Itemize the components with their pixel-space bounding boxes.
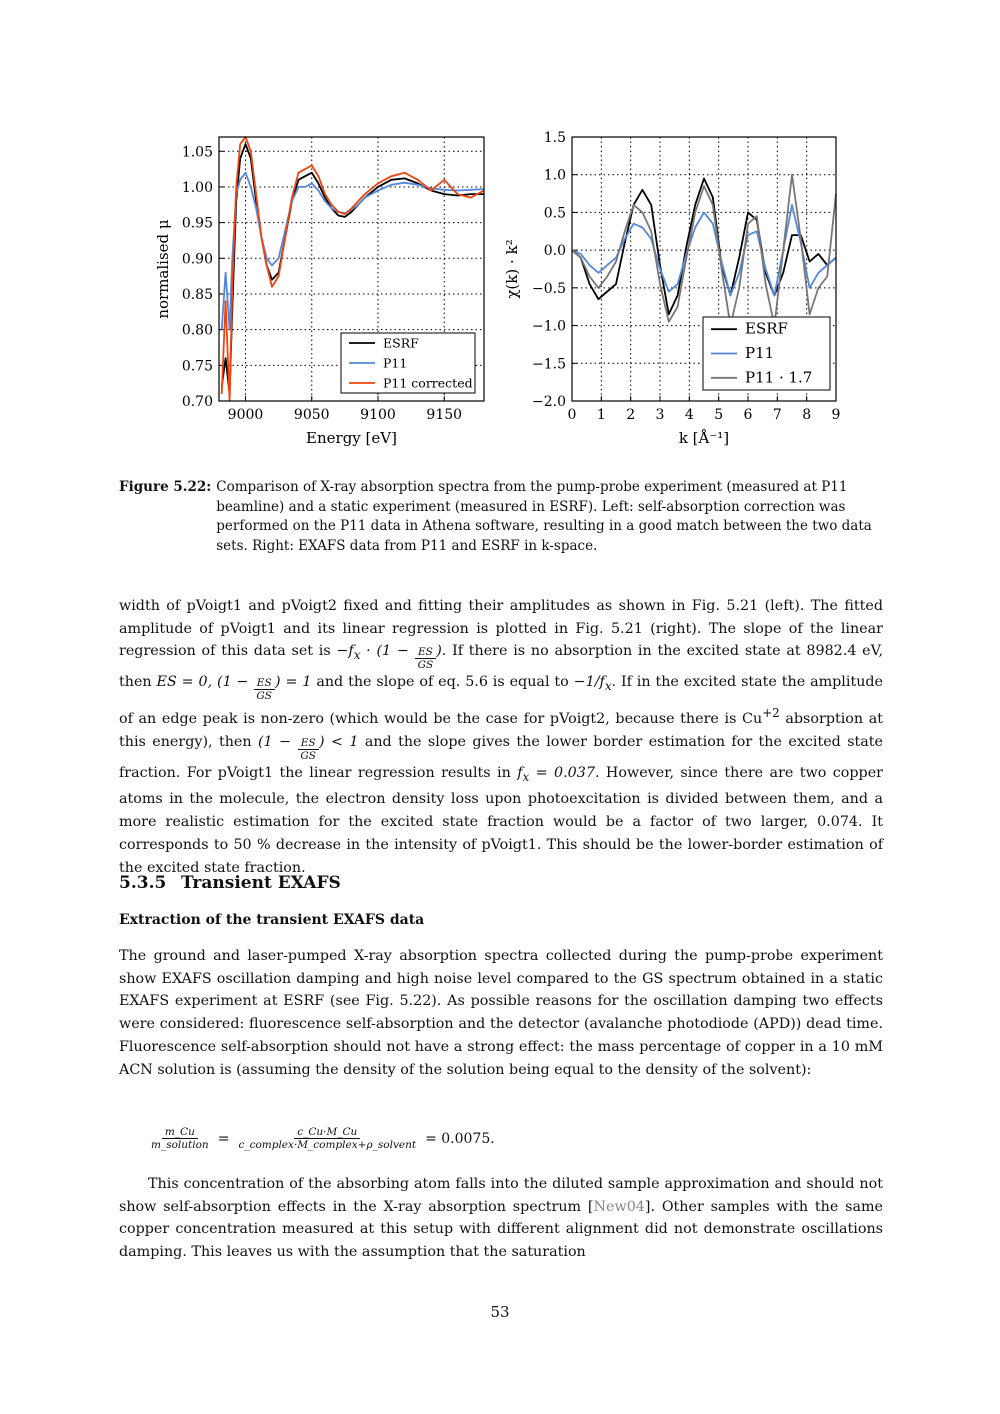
p1-text: . If in the excited state the amplitude of an edge peak is non-zero (which would be the case for pVoigt2, because there is Cu — [119, 674, 884, 728]
section-title: Transient EXAFS — [181, 873, 341, 893]
right-tick-label-y: −1.0 — [532, 318, 566, 335]
left-tick-label-y: 1.05 — [181, 144, 213, 161]
left-legend-label: P11 — [383, 355, 408, 371]
right-tick-label-x: 6 — [743, 407, 753, 423]
page-number: 53 — [490, 1303, 510, 1321]
right-tick-label-y: −1.5 — [532, 356, 566, 373]
left-tick-label-x: 9050 — [293, 407, 330, 423]
p1-text: absorption at this energy), then — [119, 711, 883, 750]
right-legend-label: P11 — [745, 344, 775, 362]
left-x-axis-label: Energy [eV] — [306, 429, 397, 447]
p1-text: width of pVoigt1 and pVoigt2 fixed and fitting their amplitudes as shown in Fig. 5.21 (left). The fitted amplitude of pVoigt1 and its linear regression is plotted in Fig. 5.21 (right). The slope of the linear regression of this data set is — [119, 598, 883, 660]
left-tick-label-y: 1.00 — [181, 179, 213, 196]
left-tick-label-y: 0.90 — [181, 251, 213, 268]
p1-text: . If there is no absorption in the excited state at 8982.4 eV, then — [119, 643, 883, 691]
right-tick-label-x: 9 — [831, 407, 841, 423]
section-heading — [119, 873, 341, 893]
es-zero-expression: ES = 0, (1 − $\frac{ES}{GS}$ ) = 1 — [156, 674, 312, 703]
p1-text: and the slope of eq. 5.6 is equal to — [311, 674, 574, 691]
section-number: 5.3.5 — [119, 873, 167, 893]
lhs-fraction: $\frac{m\_Cu}{\text{m\_solution}}$ — [151, 1126, 209, 1151]
p1-text: . However, since there are two copper atoms in the molecule, the electron density loss upon photoexcitation is divided between them, and a more realistic estimation for the excited state fraction would be a factor of two larger, 0.074. It corresponds to 50 % decrease in the intensity of pVoigt1. This should be the lower-border estimation of the excited state fraction. — [119, 764, 883, 876]
right-tick-label-x: 8 — [802, 407, 812, 423]
right-tick-label-y: 0.0 — [543, 243, 566, 260]
right-tick-label-x: 7 — [772, 407, 782, 423]
paragraph-1 — [119, 595, 883, 879]
figure-5-22 — [0, 0, 1000, 470]
right-y-axis-label: χ(k) · k² — [503, 239, 521, 299]
figure-svg — [0, 0, 1000, 470]
left-y-axis-label: normalised μ — [154, 219, 172, 319]
equation-result: = 0.0075. — [425, 1130, 495, 1147]
right-tick-label-y: −0.5 — [532, 280, 566, 297]
left-tick-label-y: 0.75 — [181, 358, 213, 375]
right-tick-label-x: 5 — [714, 407, 724, 423]
right-x-axis-label: k [Å⁻¹] — [678, 429, 730, 447]
paragraph-3: This concentration of the absorbing atom falls into the diluted sample approximation and should not show self-absorption effects in the X-ray absorption spectrum [New04]. Other samples with the same copper concentration measured at this setup with different alignment did not demonstrate oscillations damping. This leaves us with the assumption that the saturation — [119, 1176, 884, 1261]
left-tick-label-y: 0.80 — [181, 322, 213, 339]
citation-link[interactable]: New04 — [593, 1198, 645, 1215]
p1-text: and the slope gives the lower border estimation for the excited state fraction. For pVoigt1 the linear regression results in — [119, 733, 884, 781]
left-tick-label-x: 9150 — [426, 407, 463, 423]
caption-text: Comparison of X-ray absorption spectra from the pump-probe experiment (measured at P11 beamline) and a static experiment (measured in ESRF). Left: self-absorption correction was performed on the P11 data in Athena software, resulting in a good match between the two data sets. Right: EXAFS data from P11 and ESRF in k-space. — [216, 479, 872, 554]
caption-label: Figure 5.22: — [119, 479, 212, 495]
mass-fraction-equation: $\frac{m\_Cu}{\text{m\_solution}}$ = $\frac{c\_Cu\cdot M\_Cu}{\text{c\_complex·M\_complex+ρ\_solvent}}$ = 0.0075. — [148, 1126, 495, 1151]
right-tick-label-y: 0.5 — [543, 205, 566, 222]
neg-inverse-fx: $-1/f_x$ — [573, 674, 612, 694]
left-tick-label-y: 0.85 — [181, 286, 213, 303]
left-tick-label-y: 0.95 — [181, 215, 213, 232]
left-tick-label-x: 9100 — [360, 407, 396, 423]
right-series-0 — [572, 179, 836, 315]
cu-charge: +2 — [762, 706, 780, 721]
slope-expression: $-f_x \cdot (1$ − $\frac{ES}{GS}$ ) — [336, 643, 442, 672]
right-tick-label-y: 1.0 — [543, 167, 566, 184]
right-legend-label: P11 · 1.7 — [745, 368, 813, 387]
fraction-es-gs: $\frac{ES}{GS}$ — [415, 646, 437, 671]
paragraph-2: The ground and laser-pumped X-ray absorption spectra collected during the pump-probe experiment show EXAFS oscillation damping and high noise level compared to the GS spectrum obtained in a static EXAFS experiment at ESRF (see Fig. 5.22). As possible reasons for the oscillation damping two effects were considered: fluorescence self-absorption and the detector (avalanche photodiode (APD)) dead time. Fluorescence self-absorption should not have a strong effect: the mass percentage of copper in a 10 mM ACN solution is (assuming the density of the solution being equal to the density of the solvent): — [119, 948, 883, 1078]
figure-caption — [119, 478, 884, 556]
right-tick-label-x: 3 — [655, 407, 665, 423]
right-tick-label-x: 2 — [626, 407, 636, 423]
rhs-fraction: $\frac{c\_Cu\cdot M\_Cu}{\text{c\_complex·M\_complex+ρ\_solvent}}$ — [238, 1126, 417, 1151]
subsection-heading: Extraction of the transient EXAFS data — [119, 912, 425, 928]
left-legend-label: ESRF — [383, 335, 419, 351]
left-legend-label: P11 corrected — [383, 375, 473, 391]
right-tick-label-x: 1 — [596, 407, 606, 423]
right-tick-label-x: 4 — [684, 407, 694, 423]
right-tick-label-y: 1.5 — [543, 130, 566, 146]
right-tick-label-y: −2.0 — [532, 394, 566, 410]
less-than-one-expression: (1 − $\frac{ES}{GS}$ ) < 1 — [257, 733, 359, 762]
right-tick-label-x: 0 — [567, 407, 577, 423]
fx-value-expression: $f_x = 0.037$ — [517, 764, 595, 784]
left-tick-label-x: 9000 — [227, 407, 264, 423]
right-legend-label: ESRF — [745, 319, 788, 338]
left-tick-label-y: 0.70 — [181, 394, 213, 410]
